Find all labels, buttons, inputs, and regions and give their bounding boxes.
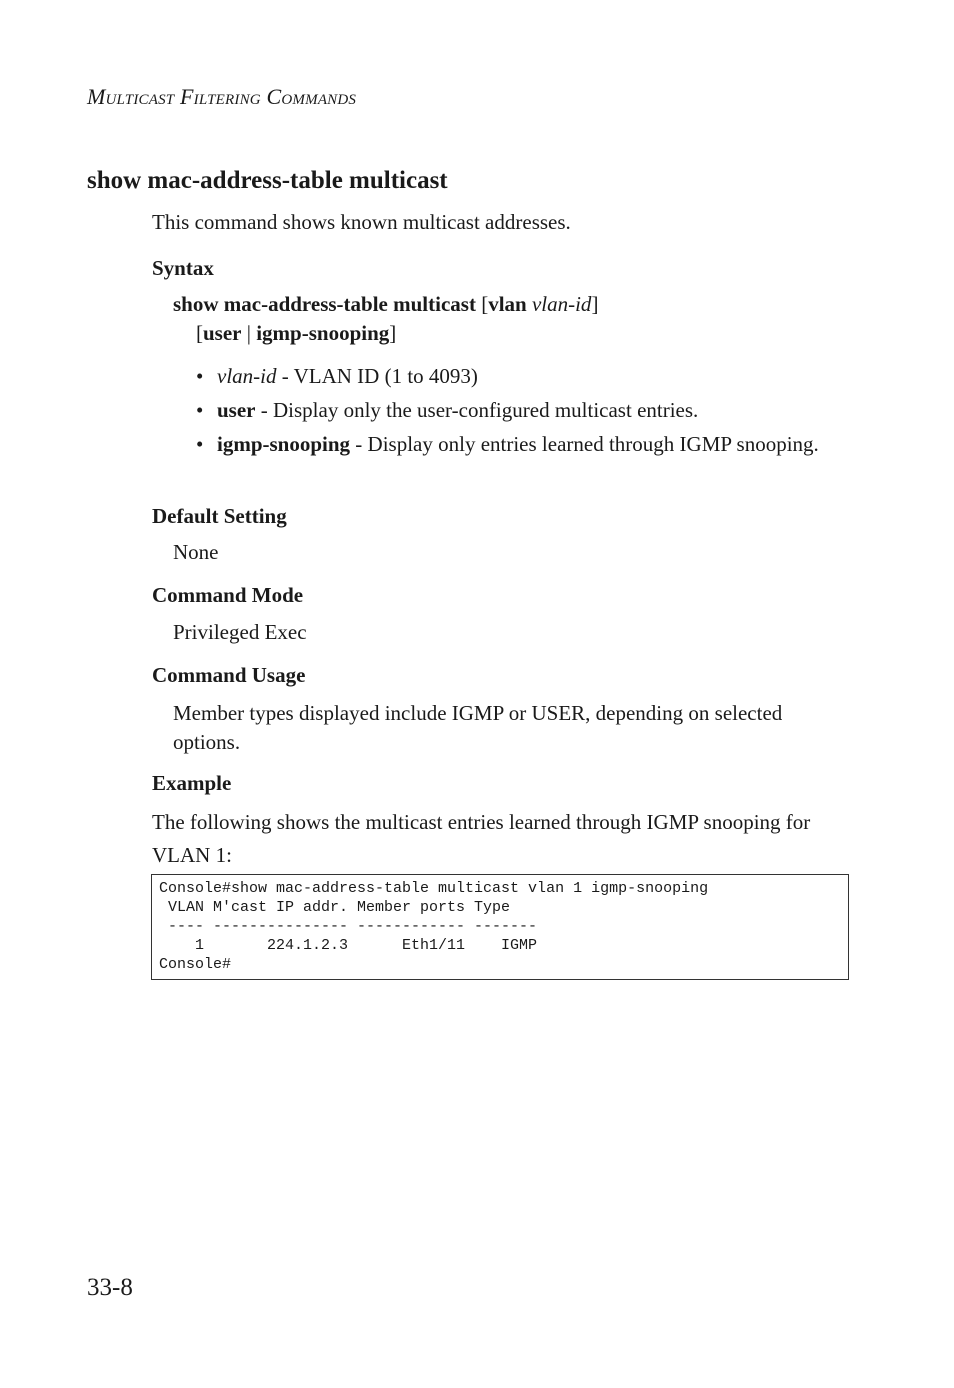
command-usage-heading: Command Usage — [152, 663, 306, 687]
command-title: show mac-address-table multicast — [87, 167, 448, 194]
command-mode-value: Privileged Exec — [173, 620, 307, 644]
syntax-vlan-keyword: vlan — [488, 292, 527, 316]
param-text: - VLAN ID (1 to 4093) — [276, 364, 478, 388]
console-line: VLAN M'cast IP addr. Member ports Type — [159, 899, 511, 916]
syntax-igmp-keyword: igmp-snooping — [256, 321, 390, 345]
list-item — [196, 430, 836, 459]
page-number: 33-8 — [87, 1274, 133, 1301]
command-mode-heading: Command Mode — [152, 583, 304, 607]
command-usage-text: Member types displayed include IGMP or USER, depending on selected options. — [173, 701, 783, 754]
console-line: Console# — [159, 956, 232, 973]
syntax-line-2: [user | igmp-snooping] — [196, 321, 397, 345]
command-description: This command shows known multicast addresses. — [152, 210, 571, 234]
example-text: The following shows the multicast entries learned through IGMP snooping for VLAN 1: — [152, 810, 811, 867]
syntax-line-1: show mac-address-table multicast [vlan vlan-id] — [173, 292, 599, 316]
running-header: Multicast Filtering Commands — [87, 84, 357, 109]
syntax-separator: | — [246, 321, 251, 345]
console-example — [151, 874, 849, 980]
console-line: ---- --------------- ------------ ------- — [159, 918, 538, 935]
bullet-icon: • — [196, 398, 204, 422]
syntax-heading: Syntax — [152, 256, 214, 280]
console-line: Console#show mac-address-table multicast vlan 1 igmp-snooping — [159, 880, 709, 897]
param-text: - Display only entries learned through IGMP snooping. — [350, 432, 819, 456]
default-setting-value: None — [173, 540, 219, 564]
param-term: user — [217, 398, 256, 422]
param-term: vlan-id — [217, 364, 277, 388]
param-text: - Display only the user-configured multicast entries. — [255, 398, 699, 422]
default-setting-heading: Default Setting — [152, 504, 287, 528]
param-term: igmp-snooping — [217, 432, 351, 456]
syntax-user-keyword: user — [203, 321, 242, 345]
syntax-vlan-id: vlan-id — [531, 292, 592, 316]
syntax-parameter-list — [196, 362, 836, 464]
list-item — [196, 396, 836, 425]
bullet-icon: • — [196, 364, 204, 388]
example-heading: Example — [152, 771, 232, 795]
syntax-command: show mac-address-table multicast — [173, 292, 476, 316]
bullet-icon: • — [196, 432, 204, 456]
console-line: 1 224.1.2.3 Eth1/11 IGMP — [159, 937, 538, 954]
list-item — [196, 362, 836, 391]
